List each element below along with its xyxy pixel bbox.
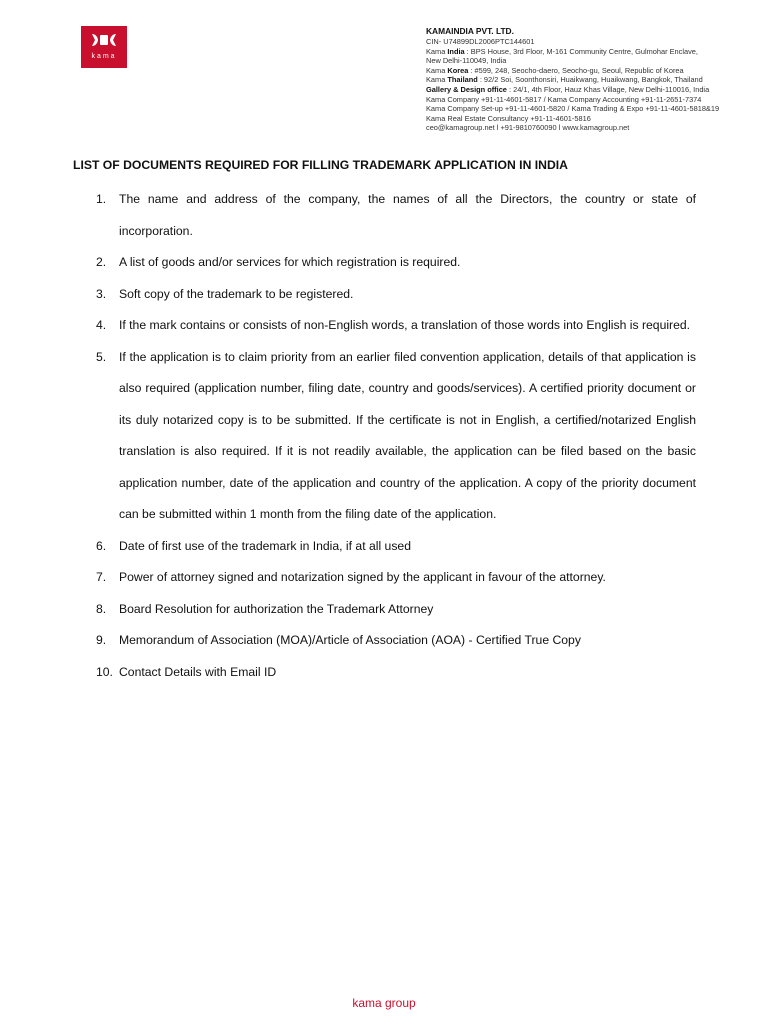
list-item-text: Contact Details with Email ID bbox=[119, 664, 277, 679]
list-item-number: 9. bbox=[96, 633, 107, 647]
logo-wordmark: kama bbox=[91, 53, 117, 60]
list-item bbox=[92, 247, 696, 279]
list-item-text: Power of attorney signed and notarization signed by the applicant in favour of the attorney. bbox=[119, 570, 606, 584]
india-prefix: Kama bbox=[426, 46, 448, 56]
list-item-text: If the application is to claim priority from an earlier filed convention application, details of that application is also required (application number, filing date, country and goods/services). A certified priority document or its duly notarized copy is to be submitted. If the certificate is not in English, a certified/notarized English translation is also required. If it is not readily available, the application can be filed based on the basic application number, date of the application and country of the application. A copy of the priority document can be submitted within 1 month from the filing date of the application. bbox=[119, 349, 696, 521]
list-item bbox=[92, 279, 696, 311]
thailand-address-line bbox=[426, 75, 756, 85]
list-item-number: 6. bbox=[96, 538, 107, 553]
list-item-number: 7. bbox=[96, 570, 107, 584]
thailand-label: Thailand bbox=[447, 75, 478, 85]
korea-label: Korea bbox=[447, 65, 469, 75]
list-item bbox=[92, 310, 696, 342]
india-address-line bbox=[426, 47, 756, 57]
list-item-text: A list of goods and/or services for which registration is required. bbox=[119, 255, 461, 269]
list-item-text: If the mark contains or consists of non-English words, a translation of those words into English is required. bbox=[119, 318, 691, 332]
list-item bbox=[92, 657, 696, 689]
company-name: KAMAINDIA PVT. LTD. bbox=[426, 26, 514, 36]
list-item-text: Date of first use of the trademark in India, if at all used bbox=[119, 538, 411, 553]
india-address: : BPS House, 3rd Floor, M-161 Community Centre, Gulmohar Enclave, bbox=[464, 46, 698, 56]
korea-address-line bbox=[426, 66, 756, 76]
kama-logo-mark-icon bbox=[81, 26, 127, 54]
list-item-number: 2. bbox=[96, 255, 107, 269]
contact-line: ceo@kamagroup.net l +91-9810760090 l www.kamagroup.net bbox=[426, 123, 630, 133]
list-item-number: 5. bbox=[96, 349, 107, 364]
list-item-number: 8. bbox=[96, 601, 107, 616]
list-item-text: The name and address of the company, the names of all the Directors, the country or state of incorporation. bbox=[119, 192, 696, 238]
korea-address: : #599, 248, Seocho-daero, Seocho-gu, Seoul, Republic of Korea bbox=[468, 65, 684, 75]
cin-line: CIN- U74899DL2006PTC144601 bbox=[426, 37, 535, 46]
list-item-number: 1. bbox=[96, 192, 107, 206]
documents-list bbox=[92, 184, 696, 688]
gallery-address: : 24/1, 4th Floor, Hauz Khas Village, New Delhi-110016, India bbox=[506, 84, 710, 94]
india-address-line-2: New Delhi-110049, India bbox=[426, 56, 507, 66]
list-item bbox=[92, 184, 696, 247]
phone-line-1: Kama Company +91-11-4601-5817 / Kama Company Accounting +91-11-2651-7374 bbox=[426, 94, 702, 104]
list-item bbox=[92, 562, 696, 594]
list-item-number: 4. bbox=[96, 318, 107, 332]
footer-brand: kama group bbox=[352, 996, 416, 1010]
gallery-label: Gallery & Design office bbox=[426, 84, 507, 94]
list-item bbox=[92, 625, 696, 657]
letterhead bbox=[426, 26, 756, 133]
list-item-text: Soft copy of the trademark to be registered. bbox=[119, 286, 354, 301]
korea-prefix: Kama bbox=[426, 65, 448, 75]
list-item bbox=[92, 342, 696, 531]
document-title: LIST OF DOCUMENTS REQUIRED FOR FILLING TRADEMARK APPLICATION IN INDIA bbox=[73, 158, 568, 172]
list-item bbox=[92, 594, 696, 626]
list-item bbox=[92, 531, 696, 563]
thailand-prefix: Kama bbox=[426, 75, 448, 85]
india-label: India bbox=[447, 46, 465, 56]
phone-line-2: Kama Company Set-up +91-11-4601-5820 / Kama Trading & Expo +91-11-4601-5818&19 bbox=[426, 104, 720, 114]
list-item-number: 3. bbox=[96, 286, 107, 301]
list-item-text: Memorandum of Association (MOA)/Article of Association (AOA) - Certified True Copy bbox=[119, 633, 581, 647]
list-item-text: Board Resolution for authorization the Trademark Attorney bbox=[119, 601, 434, 616]
real-estate-line: Kama Real Estate Consultancy +91-11-4601-5816 bbox=[426, 113, 591, 123]
thailand-address: : 92/2 Soi, Soonthonsiri, Huaikwang, Huaikwang, Bangkok, Thailand bbox=[477, 75, 703, 85]
kama-logo bbox=[81, 26, 127, 68]
list-item-number: 10. bbox=[96, 664, 113, 679]
gallery-address-line bbox=[426, 85, 756, 95]
